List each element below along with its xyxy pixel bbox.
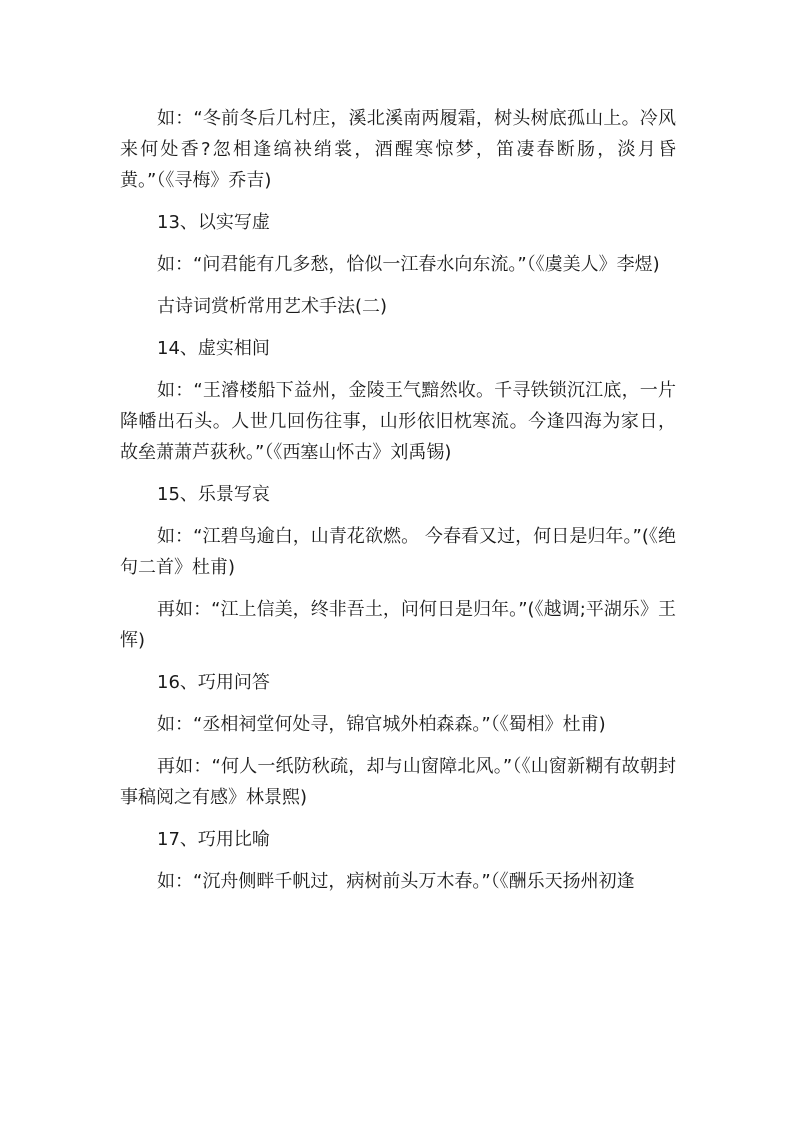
heading-13: 13、以实写虚 [157,212,270,233]
paragraph-example-pinghule: 再如：“江上信美，终非吾土，问何日是归年。”(《越调;平湖乐》王恽) [120,599,676,651]
paragraph-example-xisaishan: 如：“王濬楼船下益州，金陵王气黯然收。千寻铁锁沉江底，一片降幡出石头。人世几回伤往事，山形依旧枕寒流。今逢四海为家日，故垒萧萧芦荻秋。”（《西塞山怀古》刘禹锡) [120,380,676,463]
heading-15: 15、乐景写哀 [157,484,270,505]
paragraph-example-shuxiang: 如：“丞相祠堂何处寻，锦官城外柏森森。”（《蜀相》杜甫) [157,714,606,735]
heading-17: 17、巧用比喻 [157,829,270,850]
heading-14: 14、虚实相间 [157,338,270,359]
document-body [120,103,676,908]
paragraph-example-jueju: 如：“江碧鸟逾白，山青花欲燃。 今春看又过，何日是归年。”(《绝句二首》杜甫) [120,526,676,578]
paragraph-example-shanchuang: 再如：“何人一纸防秋疏，却与山窗障北风。”（《山窗新糊有故朝封事稿阅之有感》林景熙) [120,756,676,808]
paragraph-example-chouletian: 如：“沉舟侧畔千帆过，病树前头万木春。”（《酬乐天扬州初逢 [157,871,635,892]
paragraph-example-yumeiren: 如：“问君能有几多愁，恰似一江春水向东流。”（《虞美人》李煜) [157,254,660,275]
heading-16: 16、巧用问答 [157,672,270,693]
section-title-2: 古诗词赏析常用艺术手法(二) [157,296,388,317]
paragraph-example-mei-poem: 如：“冬前冬后几村庄，溪北溪南两履霜，树头树底孤山上。冷风来何处香?忽相逢缟袂绡裳，酒醒寒惊梦，笛凄春断肠，淡月昏黄。”（《寻梅》乔吉) [120,108,676,191]
